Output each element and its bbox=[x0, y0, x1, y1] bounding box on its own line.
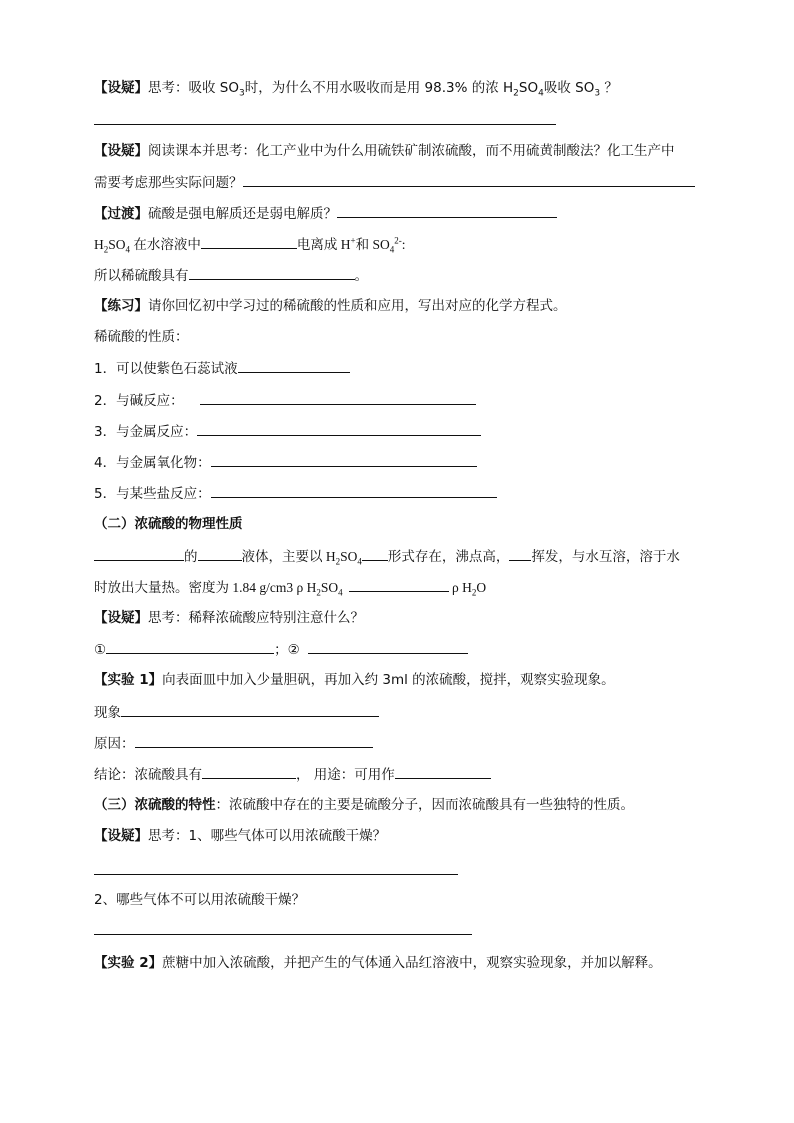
phenomenon-line: 现象 bbox=[94, 702, 379, 723]
ionization-line: $H_2SO_4$ 在水溶液中 电离成 H+和 $SO_4^{2-}$: bbox=[94, 235, 406, 255]
answer-blank[interactable] bbox=[200, 390, 476, 405]
answer-blank[interactable] bbox=[337, 203, 557, 218]
answer-blank[interactable] bbox=[121, 702, 379, 717]
prop-5: 5．与某些盐反应： bbox=[94, 483, 497, 504]
answer-line[interactable] bbox=[94, 934, 472, 935]
answer-blank[interactable] bbox=[197, 421, 481, 436]
answer-blank[interactable] bbox=[201, 234, 297, 249]
practice-line: 【练习】请你回忆初中学习过的稀硫酸的性质和应用，写出对应的化学方程式。 bbox=[94, 298, 567, 314]
prop-1: 1．可以使紫色石蕊试液 bbox=[94, 358, 350, 379]
answer-blank[interactable] bbox=[106, 639, 274, 654]
question-absorb-so3: 【设疑】思考：吸收 $SO_3$时，为什么不用水吸收而是用 98.3% 的浓 $H_2SO_4$吸收 $SO_3$ ？ bbox=[94, 80, 618, 99]
answer-blank[interactable] bbox=[189, 265, 355, 280]
answer-blank[interactable] bbox=[211, 452, 477, 467]
physical-props-line: 的 液体，主要以 $H_2SO_4$ 形式存在，沸点高， 挥发，与水互溶，溶于水 bbox=[94, 546, 680, 567]
question-industry: 【设疑】阅读课本并思考：化工产业中为什么用硫铁矿制浓硫酸，而不用硫黄制酸法？化工生产中 bbox=[94, 143, 675, 159]
answer-blank[interactable] bbox=[509, 546, 531, 561]
section-heading-special: （三）浓硫酸的特性：浓硫酸中存在的主要是硫酸分子，因而浓硫酸具有一些独特的性质。 bbox=[94, 797, 634, 813]
prop-2: 2．与碱反应： bbox=[94, 390, 476, 411]
answer-blank[interactable] bbox=[198, 546, 242, 561]
answer-blank[interactable] bbox=[362, 546, 388, 561]
question-dry-gases: 【设疑】思考：1、哪些气体可以用浓硫酸干燥？ bbox=[94, 828, 387, 844]
prop-4: 4．与金属氧化物： bbox=[94, 452, 477, 473]
question-not-dry-gases: 2、哪些气体不可以用浓硫酸干燥？ bbox=[94, 892, 306, 908]
prop-3: 3．与金属反应： bbox=[94, 421, 481, 442]
section-heading-physical: （二）浓硫酸的物理性质 bbox=[94, 516, 243, 532]
answer-line[interactable] bbox=[94, 874, 458, 875]
answer-blank[interactable] bbox=[243, 172, 695, 187]
reason-line: 原因： bbox=[94, 733, 373, 754]
tag-label: 【设疑】 bbox=[94, 80, 148, 96]
conclusion-line: 结论：浓硫酸具有 ， 用途：可用作 bbox=[94, 764, 491, 785]
question-industry-cont: 需要考虑那些实际问题？ bbox=[94, 172, 695, 193]
dilute-property-line: 所以稀硫酸具有 。 bbox=[94, 265, 368, 286]
dilution-answers: ① ；② bbox=[94, 639, 468, 660]
answer-blank[interactable] bbox=[211, 483, 497, 498]
answer-blank[interactable] bbox=[135, 733, 373, 748]
transition-electrolyte: 【过渡】硫酸是强电解质还是弱电解质？ bbox=[94, 203, 557, 224]
question-dilution: 【设疑】思考：稀释浓硫酸应特别注意什么？ bbox=[94, 610, 364, 626]
answer-blank[interactable] bbox=[349, 577, 449, 592]
answer-blank[interactable] bbox=[395, 764, 491, 779]
answer-blank[interactable] bbox=[94, 546, 184, 561]
experiment-2: 【实验 2】蔗糖中加入浓硫酸，并把产生的气体通入品红溶液中，观察实验现象，并加以解释。 bbox=[94, 955, 662, 971]
answer-blank[interactable] bbox=[238, 358, 350, 373]
dilute-props-heading: 稀硫酸的性质： bbox=[94, 329, 189, 345]
answer-blank[interactable] bbox=[308, 639, 468, 654]
density-line: 时放出大量热。密度为 1.84 g/cm3 ρ $H_2SO_4$ ρ $H_2O$ bbox=[94, 577, 486, 598]
answer-line[interactable] bbox=[94, 124, 556, 125]
experiment-1: 【实验 1】向表面皿中加入少量胆矾，再加入约 3ml 的浓硫酸，搅拌，观察实验现象。 bbox=[94, 672, 615, 688]
answer-blank[interactable] bbox=[202, 764, 296, 779]
